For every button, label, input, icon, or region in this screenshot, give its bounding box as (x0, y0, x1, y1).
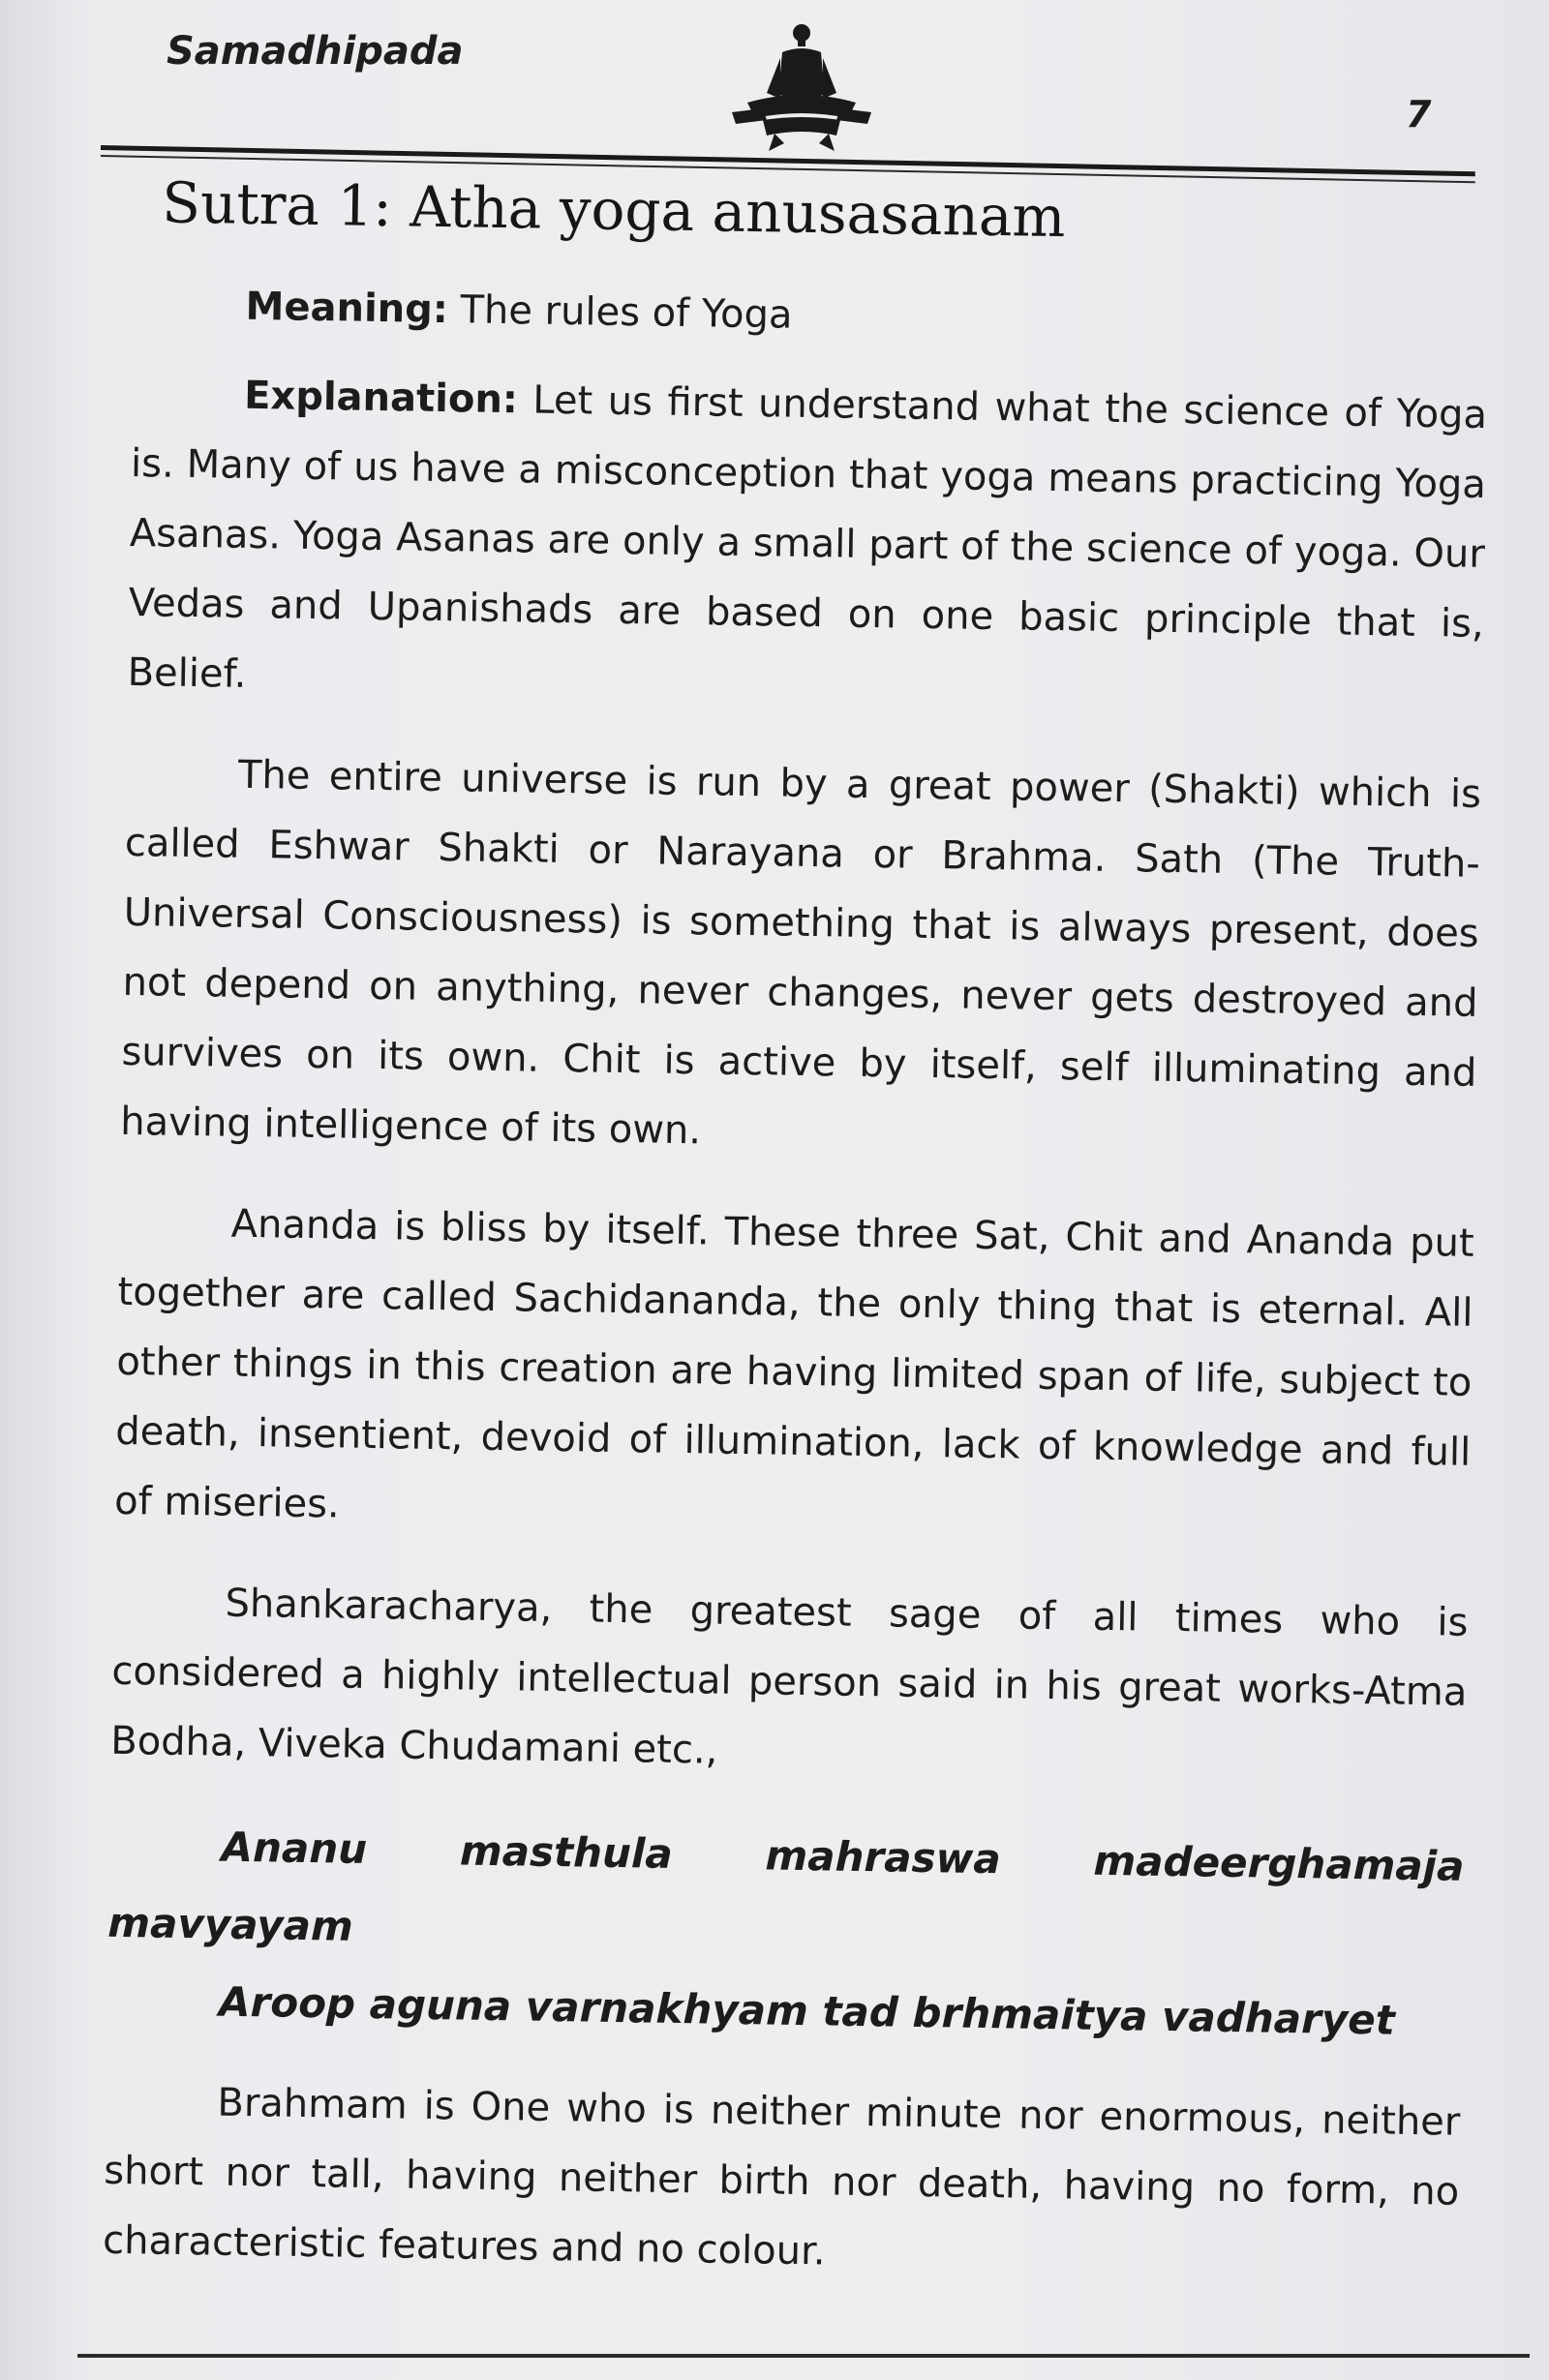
page-content (102, 160, 1491, 2328)
body-paragraph-3: Shankaracharya, the greatest sage of all times who is considered a highly intellectual person said in his great works-Atma Bodha, Viveka Chudamani etc., (109, 1581, 1469, 1773)
verse-line-2: Aroop aguna varnakhyam tad brhmaitya vadharyet (218, 1977, 1396, 2044)
verse-line-1: Ananu masthula mahraswa madeerghamaja mavyayam (107, 1823, 1465, 1950)
page-number: 7 (1406, 93, 1432, 136)
explanation-text: Let us first understand what the science of Yoga is. Many of us have a misconception that yoga means practicing Yoga Asanas. Yoga Asanas are only a small part of the science of yoga. Our Vedas and Upanishads are based on one basic principle that is, Belief. (127, 377, 1488, 697)
meaning-line (133, 270, 1489, 361)
body-paragraph-1: The entire universe is run by a great power (Shakti) which is called Eshwar Shakti or Narayana or Brahma. Sath (The Truth-Universal Consciousness) is something that is always present, does not depend on anything, never changes, never gets destroyed and survives on its own. Chit is active by itself, self illuminating and having intelligence of its own. (120, 752, 1482, 1154)
explanation-label: Explanation: (243, 373, 519, 423)
footer-rule (77, 2354, 1530, 2358)
sutra-title: Sutra 1: Atha yoga anusasanam (161, 169, 1067, 251)
meaning-text: The rules of Yoga (447, 287, 793, 338)
running-head: Samadhipada (167, 29, 464, 74)
meditating-yogi-icon (724, 19, 879, 163)
explanation-paragraph (127, 359, 1487, 729)
closing-paragraph: Brahmam is One who is neither minute nor enormous, neither short nor tall, having neither birth nor death, having no form, no characteristic features and no colour. (102, 2080, 1461, 2275)
meaning-label: Meaning: (245, 284, 449, 333)
body-paragraph-2: Ananda is bliss by itself. These three Sat, Chit and Ananda put together are called Sachidananda, the only thing that is eternal. All other things in this creation are having limited span of life, subject to death, insentient, devoid of illumination, lack of knowledge and full of miseries. (113, 1201, 1474, 1527)
